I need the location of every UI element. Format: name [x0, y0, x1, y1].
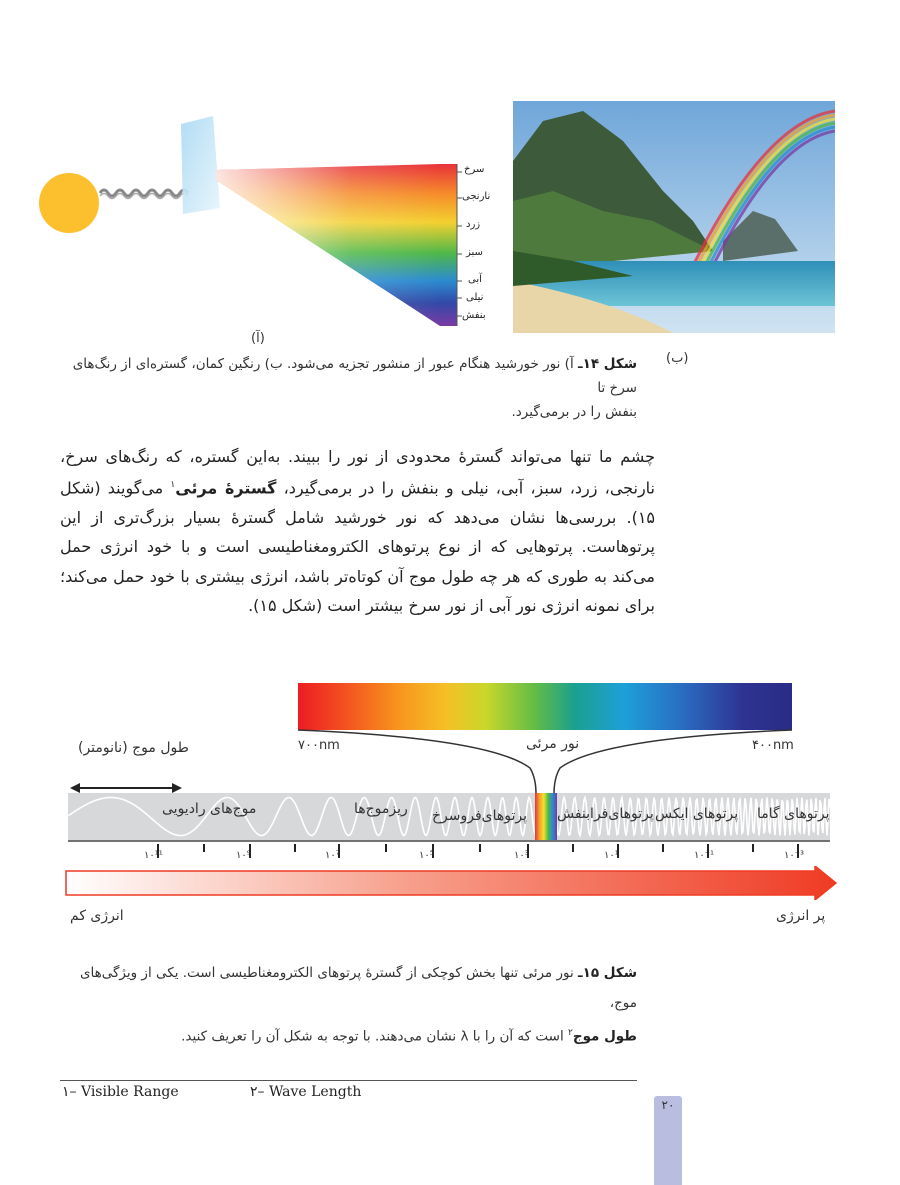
- figure15-caption-line1: نور مرئی تنها بخش کوچکی از گسترهٔ پرتوهای الکترومغناطیسی است. یکی از ویژگی‌های موج،: [79, 965, 637, 1011]
- figure14-caption: [60, 352, 637, 424]
- low-energy-label: انرژی کم: [70, 908, 124, 924]
- figure14-caption-line2: بنفش را در برمی‌گیرد.: [511, 404, 637, 420]
- tick-label: ۱۰⁷: [325, 850, 340, 861]
- spectrum-label-red: سرخ: [464, 164, 485, 175]
- light-wave: [100, 190, 188, 196]
- sun-icon: [39, 173, 99, 233]
- page-number: ۲۰: [661, 1098, 675, 1112]
- zoom-bracket-lines: [290, 728, 800, 796]
- band-x-rays: پرتوهای ایکس: [655, 806, 739, 822]
- figure-label-b: (ب): [666, 351, 689, 366]
- page-number-tab: [654, 1096, 682, 1185]
- footnote-divider: [60, 1080, 637, 1081]
- figure15-caption: [60, 958, 637, 1052]
- footnote-ref-2: ۲: [568, 1028, 573, 1038]
- footnote-ref-1: ۱: [170, 480, 176, 491]
- figure14-caption-label: شکل ۱۴ـ: [578, 356, 637, 372]
- tick-label: ۱۰³: [514, 850, 529, 861]
- prism-dispersion-illustration: [38, 108, 498, 348]
- body-text-start: چشم ما تنها می‌تواند گسترهٔ محدودی از نور را ببیند. به‌این گستره، که رنگ‌های سرخ، نارنجی، زرد، سبز، آبی، نیلی و بنفش را در برمی‌گیرد،: [60, 447, 655, 498]
- tick-label: ۱۰⁻¹: [694, 850, 715, 861]
- tick-label: ۱۰¹: [604, 850, 619, 861]
- figure-label-a: (آ): [251, 331, 265, 346]
- body-term-visible-range: گسترهٔ مرئی: [175, 478, 277, 498]
- tick-label: ۱۰¹¹: [144, 850, 163, 861]
- high-energy-label: پر انرژی: [776, 908, 826, 924]
- spectrum-label-yellow: زرد: [466, 219, 481, 230]
- tick-label: ۱۰⁻³: [784, 850, 805, 861]
- prism-icon: [181, 116, 220, 214]
- spectrum-label-indigo: نیلی: [466, 292, 484, 303]
- figure15-term-wavelength: طول موج: [572, 1028, 637, 1045]
- body-paragraph: [60, 442, 655, 620]
- footnote-1: ۱– Visible Range: [62, 1084, 179, 1100]
- band-ultraviolet: پرتوهای‌فرابنفش: [557, 806, 654, 822]
- band-microwaves: ریزموج‌ها: [354, 801, 408, 817]
- wavelength-axis: [68, 840, 830, 860]
- visible-spectrum-bar: [298, 683, 792, 730]
- tick-label: ۱۰⁵: [419, 850, 434, 861]
- figure15-caption-label: شکل ۱۵ـ: [578, 965, 637, 981]
- band-infrared: پرتوهای‌فروسرخ: [432, 808, 528, 824]
- figure14-caption-line1: آ) نور خورشید هنگام عبور از منشور تجزیه می‌شود. ب) رنگین کمان، گستره‌ای از رنگ‌های سرخ تا: [72, 356, 637, 396]
- band-gamma-rays: پرتوهای گاما: [757, 806, 830, 822]
- visible-700nm-label: ۷۰۰nm: [298, 738, 340, 753]
- spectrum-label-violet: بنفش: [462, 310, 486, 321]
- visible-400nm-label: ۴۰۰nm: [752, 738, 794, 753]
- tick-label: ۱۰⁹: [236, 850, 251, 861]
- rainbow-photo: [513, 101, 835, 333]
- spectrum-label-blue: آبی: [468, 274, 482, 285]
- band-radio-waves: موج‌های رادیویی: [162, 801, 257, 817]
- em-visible-slice: [535, 793, 557, 840]
- footnote-2: ۲– Wave Length: [250, 1084, 362, 1100]
- spectrum-screen: [440, 164, 457, 326]
- spectrum-label-orange: نارنجی: [462, 191, 491, 202]
- energy-arrow: [65, 866, 837, 900]
- wavelength-label: طول موج (نانومتر): [78, 740, 189, 756]
- figure15-caption-line2: است که آن را با λ نشان می‌دهند. با توجه به شکل آن را تعریف کنید.: [181, 1028, 568, 1045]
- spectrum-label-green: سبز: [466, 247, 483, 258]
- visible-light-label: نور مرئی: [526, 736, 580, 752]
- body-text-end: می‌گویند (شکل ۱۵). بررسی‌ها نشان می‌دهد که نور خورشید شامل گسترهٔ بسیار بزرگ‌تری از این پرتوهاست. پرتوهایی که از نوع پرتوهای الکترومغناطیسی است و با خود انرژی حمل می‌کند به طوری که هر چه طول موج آن کوتاه‌تر باشد، انرژی بیشتری با خود حمل می‌کند؛ برای نمونه انرژی نور آبی از نور سرخ بیشتر است (شکل ۱۵).: [60, 478, 655, 615]
